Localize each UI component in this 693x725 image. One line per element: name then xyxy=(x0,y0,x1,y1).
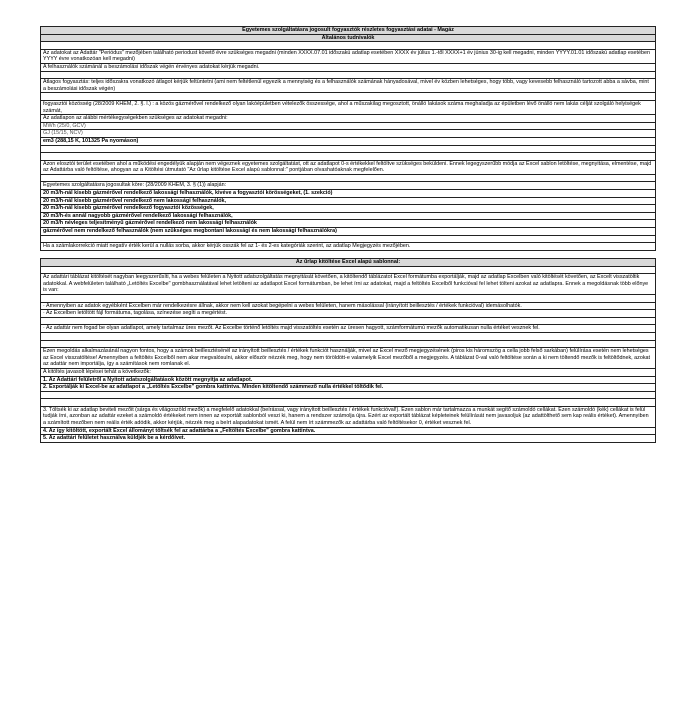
instructions-table xyxy=(40,26,656,251)
general-text-row: fogyasztói közösség (28/2009 KHEM, 2. §. l.) : a közös gázmérővel rendelkező olyan lakóépületben vételezők összessége, ahol a műszakilag megosztott, önálló lakások száma meghaladja az épületben lévő önálló nem lakás célját szolgáló helyiségek számát, xyxy=(41,101,655,115)
general-text-row: 20 m3/h-és annál nagyobb gázmérővel rendelkező lakossági felhasználók, xyxy=(41,213,655,221)
general-text-row: Egyetemes szolgáltatásra jogosultak köre: (28/2009 KHEM, 3. § (1)) alapján: xyxy=(41,182,655,190)
excel-text-row: Az adattári táblázat kitöltését nagyban leegyszerűsíti, ha a webes felületen a Nyitott adatszolgáltatás megnyitását követően, a kitöltendő táblázatot Excel formátumba exportálják, majd az adatlap Excelben való kitöltését követően, az Excelt visszatöltik adatokkal. A webfelületen található „Letöltés Excelbe" gombhasználatával lehet letölteni az adatlapot Excel formátumban, be lehet írni az adatokat, majd a feltöltés Excelből funkcióval fel lehet tölteni azokat az adatlapra. Ennek a megoldásnak több előnye is van: xyxy=(41,274,655,295)
general-text-row: 20 m3/h névleges teljesítményű gázmérővel rendelkező nem lakossági felhasználók xyxy=(41,220,655,228)
section-heading-excel-template: Az űrlap kitöltése Excel alapú sablonnal: xyxy=(41,259,655,267)
general-text-row: Az adatlapon az alábbi mértékegységekben szükséges az adatokat megadni: xyxy=(41,115,655,123)
general-blank-row xyxy=(41,146,655,154)
excel-blank-row xyxy=(41,318,655,326)
excel-text-row: A kitöltés javasolt lépései tehát a következők: xyxy=(41,369,655,377)
general-blank-row xyxy=(41,72,655,80)
excel-blank-row xyxy=(41,399,655,407)
excel-blank-row xyxy=(41,341,655,349)
section-heading-general: Általános tudnivalók xyxy=(41,35,655,43)
excel-text-row: 5. Az adattári felületet használva küldjék be a kérdőívet. xyxy=(43,435,186,442)
general-text-row: em3 (288,15 K, 101325 Pa nyomáson) xyxy=(41,138,655,146)
general-text-row: MWh (25/0, GCV) xyxy=(41,123,655,131)
general-text-row: Ha a számlakorrekció miatt negatív érték kerül a nullás sorba, akkor kérjük osszák fel az 1- és 2-es kategóriák szerint, az adatlap Megjegyzés mezőjében. xyxy=(43,243,411,250)
general-text-row: Az adatokat az Adattár "Periódus" mezőjében található periodust követő évre szükséges megadni (minden XXXX.07.01 időszakú adatlap esetében XXXX év július 1.-től XXXX+1 év június 30-ig kell megadni, minden YYYY.01.01 időszakú adatlap esetében YYYY évre vonatkozóan kell megadni) xyxy=(41,50,655,64)
excel-text-row: · Amennyiben az adatok egyébként Excelben már rendelkezésre állnak, akkor nem kell azokat begépelni a webes felületen, hanem másolással (irányított beillesztés / értékek funkcióval) idemásolhatók. xyxy=(41,303,655,311)
excel-text-row: 1. Az Adattári felületről a Nyitott adatszolgáltatások között megnyitja az adatlapot. xyxy=(41,377,655,385)
general-blank-row xyxy=(41,236,655,244)
excel-text-row: 4. Az így kitöltött, exportált Excel állományt töltsék fel az adattárba a „Feltöltés Excelbe" gombra kattintva. xyxy=(41,428,655,436)
excel-blank-row xyxy=(41,295,655,303)
general-text-row: GJ (15/15, NCV) xyxy=(41,130,655,138)
general-text-row: A felhasználók számánál a beszámolási időszak végén érvényes adatokat kérjük megadni. xyxy=(41,64,655,72)
general-text-row: 20 m3/h-nál kisebb gázmérővel rendelkező lakossági felhasználók, kivéve a fogyasztói körösségeket, (1. szekció) xyxy=(41,190,655,198)
general-blank-row xyxy=(41,153,655,161)
excel-blank-row xyxy=(41,267,655,275)
excel-text-row: 2. Exportálják ki Excel-be az adatlapot a „Letöltés Excelbe" gombra kattintva. Minden kitöltendő számmező nulla értékkel töltődik fel. xyxy=(41,384,655,392)
excel-text-row: Ezen megoldás alkalmazásánál nagyon fontos, hogy a számok beillesztésénél az irányított beillesztés / értékek funkciót használják, mivel az Excel mező megjegyzésének (piros kis háromszög a cella jobb felső sarkában) felülírása esetén nem lehetséges az Excel visszatöltése! Amennyiben a feltöltés Excelből nem akar megvalósulni, akkor először nézzék meg, hogy nem töröldött-e valamelyik Excel mezőből a megjegyzés. A táblázat 0-val való feltöltése során a ki nem töltendő mezők is feltöltődnek, azokat az adattár nem importálja, így a számítások nem romlanak el. xyxy=(41,348,655,369)
excel-blank-row xyxy=(41,333,655,341)
excel-text-row: · Az Excelben letöltött fájl formátuma, tagolása, színezése segíti a megértést. xyxy=(41,310,655,318)
excel-text-row: · Az adattár nem fogad be olyan adatlapot, amely tartalmaz üres mezőt. Az Excelbe történő letöltés majd visszatöltés esetén az üresen hagyott, számformátumú mezők automatikusan nulla értéket vesznek fel. xyxy=(41,325,655,333)
excel-template-table xyxy=(40,258,656,443)
general-blank-row xyxy=(41,42,655,50)
sheet-title: Egyetemes szolgáltatásra jogosult fogyasztók részletes fogyasztási adatai - Magáz xyxy=(41,27,655,35)
excel-blank-row xyxy=(41,392,655,400)
general-blank-row xyxy=(41,175,655,183)
excel-text-row: 3. Töltsék ki az adatlap beviteli mezőit (sárga és világoszöld mezők) a megfelelő adatokkal (beírással, vagy irányított beillesztés / értékek funkcióval!). Ezen sablon már tartalmazza a munkát segítő számoldó cellákat. Ezen számoldó (kék) cellákat is felül tudják írni, azonban az adattár ezeket a számoldó értékeket nem innen az exportált sablonból veszi ki, hanem a rendszer számolja újra. Ezért az exportált táblázat képleteinek felülírását nem javasoljuk (az adattölthető sem kap reális értéket). Amennyiben a számított mezőben nem reális érték adódik, akkor kérjük, nézzék meg a beírt alapadatokat ismét. A felül nem írt számmezők az adattárba való feltöltésekor 0, értéket vesznek fel. xyxy=(41,407,655,428)
general-text-row: Azon elosztói terület esetében ahol a működési engedélyük alapján nem végeznek egyetemes szolgáltatást, ott az adatlapot 0-s értékekkel feltöltve szükséges beküldeni. Ennek legegyszerűbb módja az Excel sablon letöltése, megnyitása, elmentése, majd az Adattárba való feltöltése, ahogyan az a Kitöltési útmutató "Az űrlap kitöltése Excel alapú sablonnal:" pontjában olvashatóaknak megfelelően. xyxy=(41,161,655,175)
general-text-row: gázmérővel nem rendelkező felhasználók (nem szükséges megbontani lakossági és nem lakossági felhasználókra) xyxy=(41,228,655,236)
general-blank-row xyxy=(41,93,655,101)
general-text-row: 20 m3/h-nál kisebb gázmérővel rendelkező nem lakossági felhasználók, xyxy=(41,198,655,206)
general-text-row: 20 m3/h-nál kisebb gázmérővel rendelkező fogyasztói közösségek, xyxy=(41,205,655,213)
general-text-row: Átlagos fogyasztás: teljes időszakra vonatkozó átlagot kérjük feltüntetni (ami nem feltétlenül egyezik a mennyiség és a felhasználók számának hányadosával, mivel év közben lehetséges, hogy több, vagy kevesebb felhasználó tartozott abba a sávba, mint a beszámolási időszak végén) xyxy=(41,79,655,93)
